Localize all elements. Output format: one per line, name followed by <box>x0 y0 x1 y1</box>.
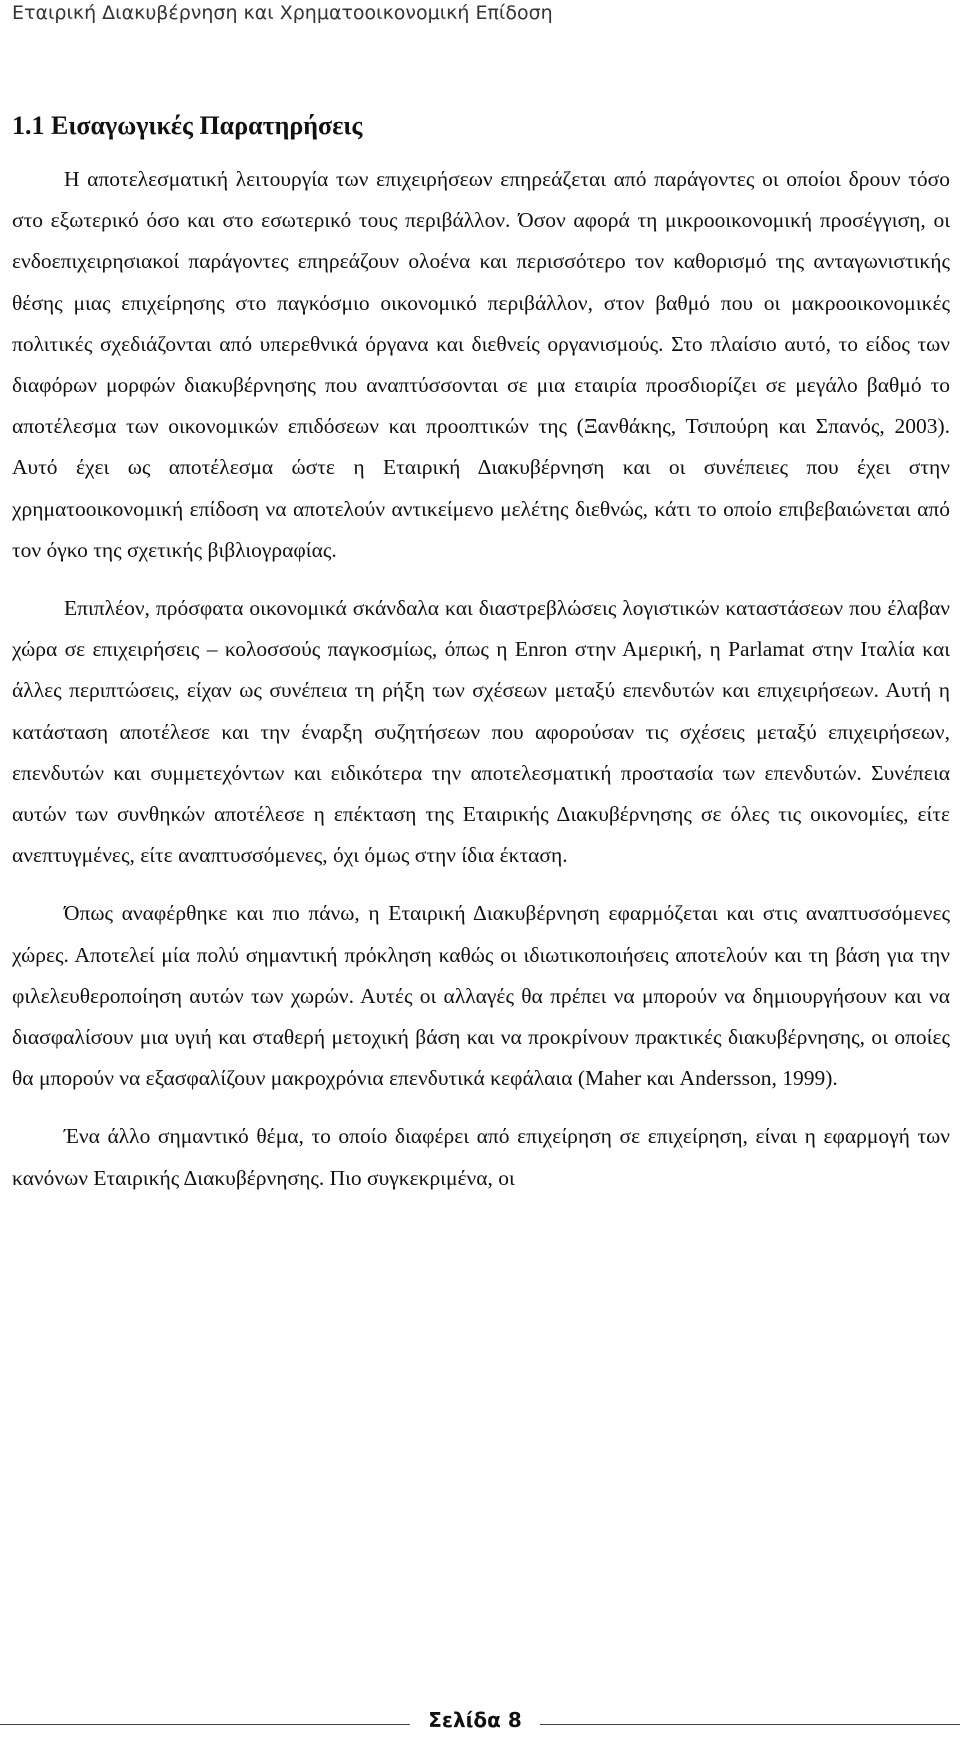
paragraph-1: Η αποτελεσματική λειτουργία των επιχειρήσεων επηρεάζεται από παράγοντες οι οποίοι δρουν τόσο στο εξωτερικό όσο και στο εσωτερικό τους περιβάλλον. Όσον αφορά τη μικροοικονομική προσέγγιση, οι ενδοεπιχειρησιακοί παράγοντες επηρεάζουν ολοένα και περισσότερο τον καθορισμό της ανταγωνιστικής θέσης μιας επιχείρησης στο παγκόσμιο οικονομικό περιβάλλον, στον βαθμό που οι μακροοικονομικές πολιτικές σχεδιάζονται από υπερεθνικά όργανα και διεθνείς οργανισμούς. Στο πλαίσιο αυτό, το είδος των διαφόρων μορφών διακυβέρνησης που αναπτύσσονται σε μια εταιρία προσδιορίζει σε μεγάλο βαθμό το αποτέλεσμα των οικονομικών επιδόσεων και προοπτικών της (Ξανθάκης, Τσιπούρη και Σπανός, 2003). Αυτό έχει ως αποτέλεσμα ώστε η Εταιρική Διακυβέρνηση και οι συνέπειες που έχει στην χρηματοοικονομική επίδοση να αποτελούν αντικείμενο μελέτης διεθνώς, κάτι το οποίο επιβεβαιώνεται από τον όγκο της σχετικής βιβλιογραφίας. <box>12 167 950 562</box>
section-heading: 1.1 Εισαγωγικές Παρατηρήσεις <box>12 111 363 140</box>
page-number: Σελίδα 8 <box>428 1708 522 1732</box>
paragraph-3: Όπως αναφέρθηκε και πιο πάνω, η Εταιρική Διακυβέρνηση εφαρμόζεται και στις αναπτυσσόμενες χώρες. Αποτελεί μία πολύ σημαντική πρόκληση καθώς οι ιδιωτικοποιήσεις αποτελούν και τη βάση για την φιλελευθεροποίηση αυτών των χωρών. Αυτές οι αλλαγές θα πρέπει να μπορούν να δημιουργήσουν και να διασφαλίσουν μια υγιή και σταθερή μετοχική βάση και να προκρίνουν πρακτικές διακυβέρνησης, οι οποίες θα μπορούν να εξασφαλίζουν μακροχρόνια επενδυτικά κεφάλαια (Maher και Andersson, 1999). <box>12 901 950 1091</box>
paragraph-4: Ένα άλλο σημαντικό θέμα, το οποίο διαφέρει από επιχείρηση σε επιχείρηση, είναι η εφαρμογή των κανόνων Εταιρικής Διακυβέρνησης. Πιο συγκεκριμένα, οι <box>12 1124 950 1190</box>
page-body <box>12 110 950 1216</box>
footer-rule-right <box>540 1724 960 1725</box>
page-footer <box>0 1708 960 1738</box>
paragraph-2: Επιπλέον, πρόσφατα οικονομικά σκάνδαλα και διαστρεβλώσεις λογιστικών καταστάσεων που έλαβαν χώρα σε επιχειρήσεις – κολοσσούς παγκοσμίως, όπως η Enron στην Αμερική, η Parlamat στην Ιταλία και άλλες περιπτώσεις, είχαν ως συνέπεια τη ρήξη των σχέσεων μεταξύ επενδυτών και επιχειρήσεων. Αυτή η κατάσταση αποτέλεσε και την έναρξη συζητήσεων που αφορούσαν τις σχέσεις μεταξύ επιχειρήσεων, επενδυτών και συμμετεχόντων και ειδικότερα την αποτελεσματική προστασία των επενδυτών. Συνέπεια αυτών των συνθηκών αποτέλεσε η επέκταση της Εταιρικής Διακυβέρνησης σε όλες τις οικονομίες, είτε ανεπτυγμένες, είτε αναπτυσσόμενες, όχι όμως στην ίδια έκταση. <box>12 596 950 868</box>
footer-rule-left <box>0 1724 410 1725</box>
running-header: Εταιρική Διακυβέρνηση και Χρηματοοικονομική Επίδοση <box>12 2 553 24</box>
